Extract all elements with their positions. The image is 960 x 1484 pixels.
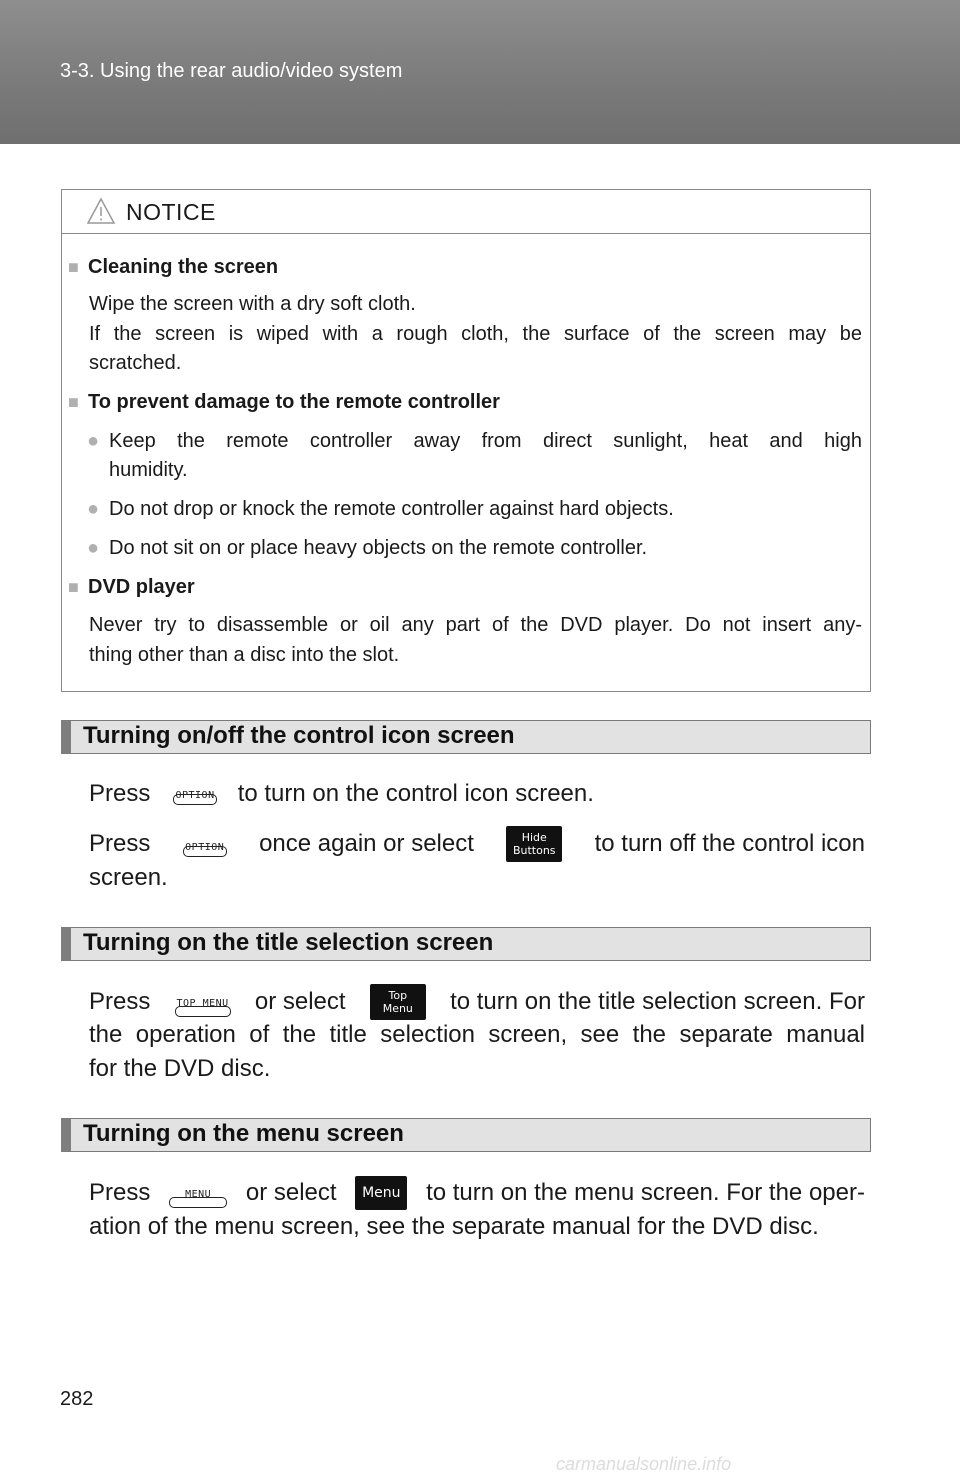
body-line: Press OPTION to turn on the control icon screen.: [89, 780, 594, 807]
warning-triangle-icon: [86, 197, 116, 225]
option-button-icon: OPTION: [183, 831, 227, 857]
notice-heading-remote: ■ To prevent damage to the remote controller: [88, 388, 500, 417]
square-bullet-icon: ■: [68, 257, 79, 277]
watermark: carmanualsonline.info: [556, 1454, 732, 1474]
notice-text: scratched.: [89, 352, 182, 374]
body-line: ation of the menu screen, see the separate manual for the DVD disc.: [89, 1213, 819, 1240]
notice-bullet: ● Keep the remote controller away from direct sunlight, heat and high: [109, 427, 862, 456]
notice-box: [61, 189, 871, 692]
section-header-menu: [61, 1118, 871, 1152]
option-button-icon: OPTION: [173, 779, 217, 805]
square-bullet-icon: ■: [68, 392, 79, 412]
section-header-control-icon: [61, 720, 871, 754]
notice-bullet-cont: humidity.: [109, 459, 188, 481]
page-number: 282: [60, 1388, 94, 1410]
hide-buttons-screen-button: Hide Buttons: [506, 826, 562, 862]
notice-bullet: ● Do not sit on or place heavy objects on the remote controller.: [109, 534, 647, 563]
body-line: screen.: [89, 864, 168, 891]
header-title: 3-3. Using the rear audio/video system: [60, 60, 403, 82]
notice-title: NOTICE: [126, 199, 216, 225]
dot-bullet-icon: ●: [87, 430, 100, 452]
section-title: Turning on the title selection screen: [83, 929, 494, 956]
notice-heading-cleaning: ■ Cleaning the screen: [88, 253, 278, 282]
body-line: Press OPTION once again or select Hide Buttons to turn off the control icon: [89, 826, 865, 862]
notice-text: Wipe the screen with a dry soft cloth.: [89, 293, 416, 315]
menu-button-icon: MENU: [169, 1178, 227, 1208]
body-line: Press TOP MENU or select Top Menu to turn on the title selection screen. For: [89, 984, 865, 1020]
header-bar: [0, 0, 960, 144]
top-menu-button-icon: TOP MENU: [175, 987, 231, 1017]
notice-bullet: ● Do not drop or knock the remote controller against hard objects.: [109, 495, 674, 524]
notice-text: If the screen is wiped with a rough cloth, the surface of the screen may be: [89, 323, 862, 345]
top-menu-screen-button: Top Menu: [370, 984, 426, 1020]
dot-bullet-icon: ●: [87, 537, 100, 559]
square-bullet-icon: ■: [68, 577, 79, 597]
notice-text: Never try to disassemble or oil any part of the DVD player. Do not insert any-: [89, 614, 862, 636]
dot-bullet-icon: ●: [87, 498, 100, 520]
notice-text: thing other than a disc into the slot.: [89, 644, 400, 666]
section-header-title-selection: [61, 927, 871, 961]
notice-heading-dvd: ■ DVD player: [88, 573, 195, 602]
body-line: the operation of the title selection screen, see the separate manual: [89, 1021, 865, 1048]
body-line: for the DVD disc.: [89, 1055, 271, 1082]
menu-screen-button: Menu: [355, 1176, 407, 1210]
section-title: Turning on/off the control icon screen: [83, 722, 515, 749]
section-title: Turning on the menu screen: [83, 1120, 404, 1147]
body-line: Press MENU or select Menu to turn on the menu screen. For the oper-: [89, 1176, 865, 1210]
notice-header: [62, 190, 870, 234]
